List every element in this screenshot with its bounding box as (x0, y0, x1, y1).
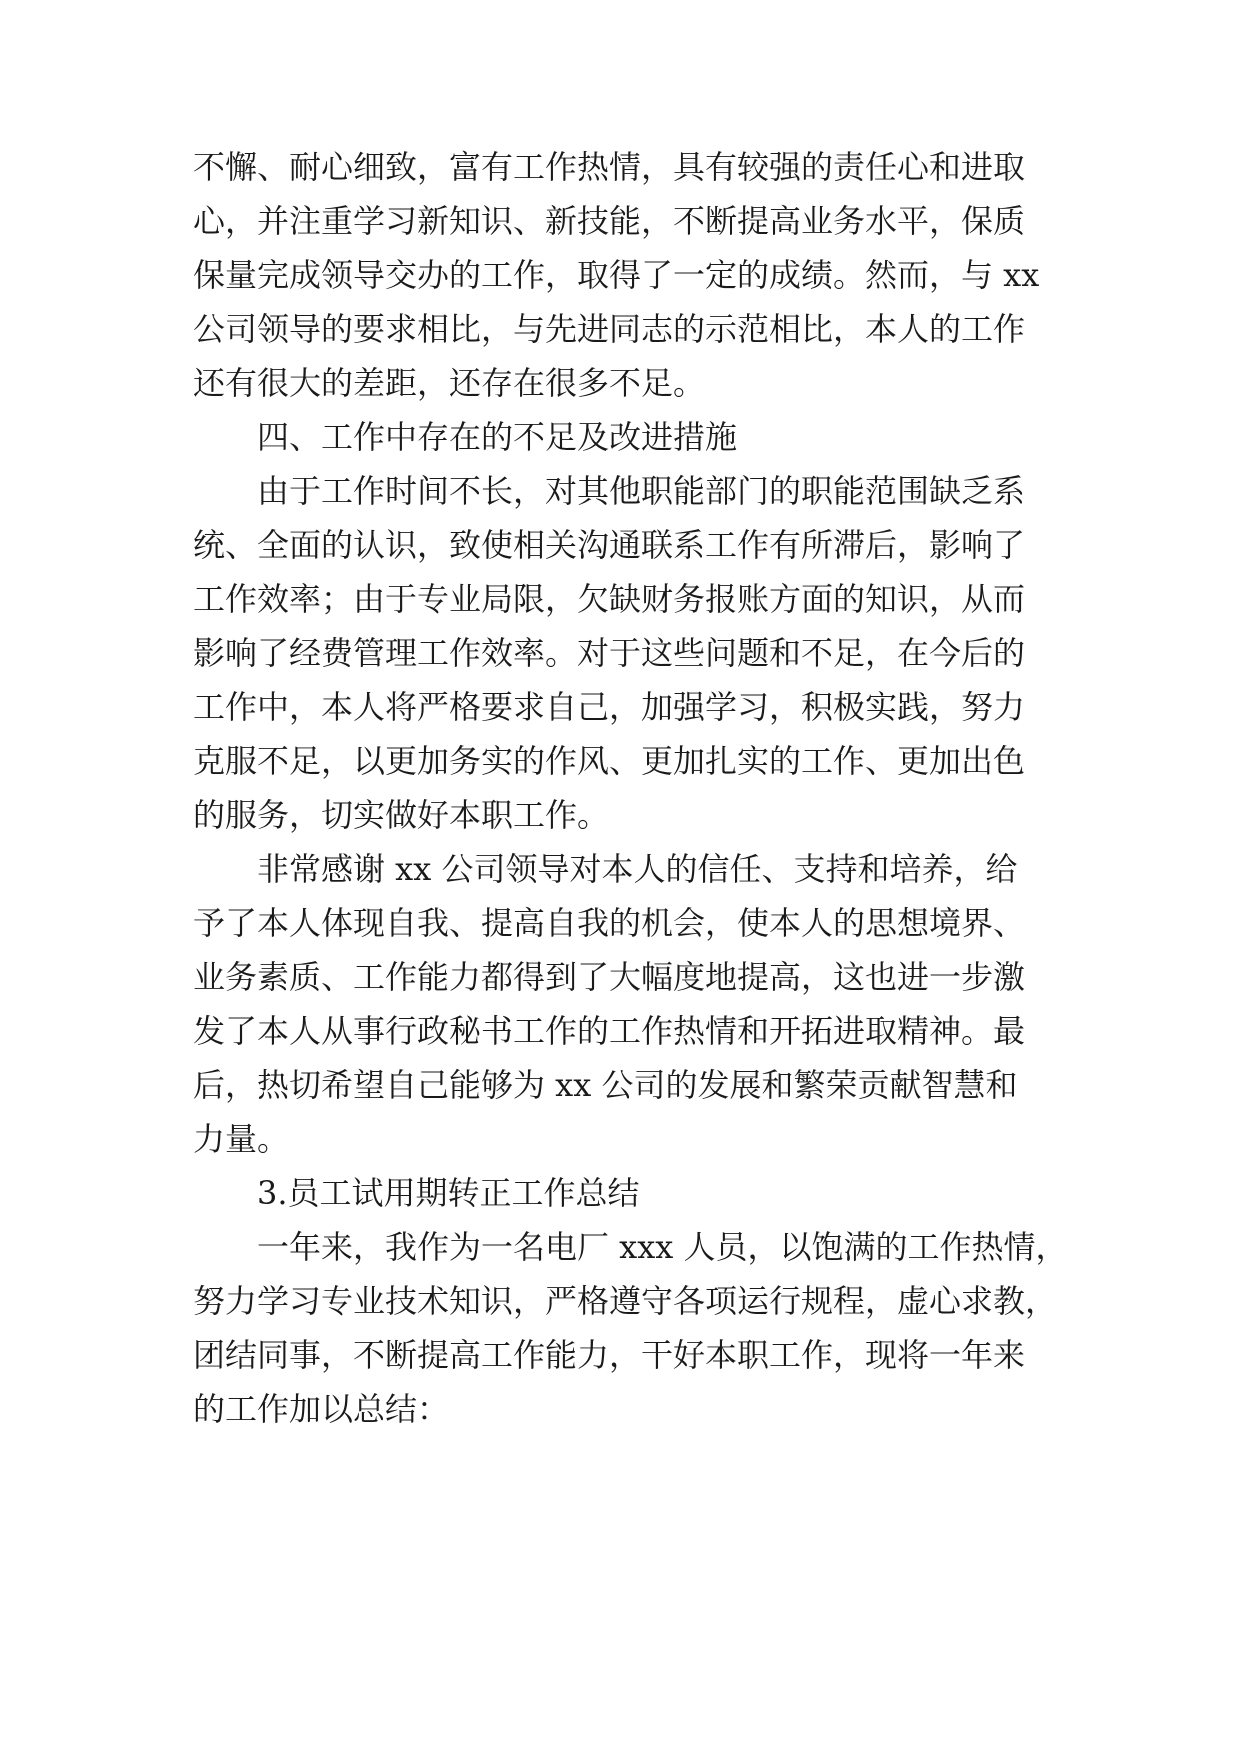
text-line: 影响了经费管理工作效率。对于这些问题和不足，在今后的 (193, 634, 1026, 672)
text-line: 一年来，我作为一名电厂 xxx 人员，以饱满的工作热情， (257, 1228, 1068, 1266)
text-line: 不懈、耐心细致，富有工作热情，具有较强的责任心和进取 (193, 148, 1026, 186)
text-line: 工作效率；由于专业局限，欠缺财务报账方面的知识，从而 (193, 580, 1026, 618)
text-line: 由于工作时间不长，对其他职能部门的职能范围缺乏系 (257, 472, 1026, 510)
text-line: 团结同事，不断提高工作能力，干好本职工作，现将一年来 (193, 1336, 1026, 1374)
text-line: 发了本人从事行政秘书工作的工作热情和开拓进取精神。最 (193, 1012, 1026, 1050)
text-line: 公司领导的要求相比，与先进同志的示范相比，本人的工作 (193, 310, 1026, 348)
text-line: 非常感谢 xx 公司领导对本人的信任、支持和培养，给 (257, 850, 1018, 888)
text-line: 力量。 (193, 1120, 290, 1158)
text-line: 工作中，本人将严格要求自己，加强学习，积极实践，努力 (193, 688, 1026, 726)
text-line: 保量完成领导交办的工作，取得了一定的成绩。然而，与 xx (193, 256, 1040, 294)
text-line: 业务素质、工作能力都得到了大幅度地提高，这也进一步激 (193, 958, 1026, 996)
text-line: 后，热切希望自己能够为 xx 公司的发展和繁荣贡献智慧和 (193, 1066, 1018, 1104)
text-line: 予了本人体现自我、提高自我的机会，使本人的思想境界、 (193, 904, 1026, 942)
text-line: 的服务，切实做好本职工作。 (193, 796, 610, 834)
text-line: 的工作加以总结： (193, 1390, 450, 1428)
section-heading: 3.员工试用期转正工作总结 (257, 1174, 640, 1212)
text-line: 努力学习专业技术知识，严格遵守各项运行规程，虚心求教， (193, 1282, 1058, 1320)
text-line: 统、全面的认识，致使相关沟通联系工作有所滞后，影响了 (193, 526, 1026, 564)
text-line: 心，并注重学习新知识、新技能，不断提高业务水平，保质 (193, 202, 1026, 240)
text-line: 克服不足，以更加务实的作风、更加扎实的工作、更加出色 (193, 742, 1026, 780)
text-line: 还有很大的差距，还存在很多不足。 (193, 364, 706, 402)
section-heading: 四、工作中存在的不足及改进措施 (257, 418, 738, 456)
